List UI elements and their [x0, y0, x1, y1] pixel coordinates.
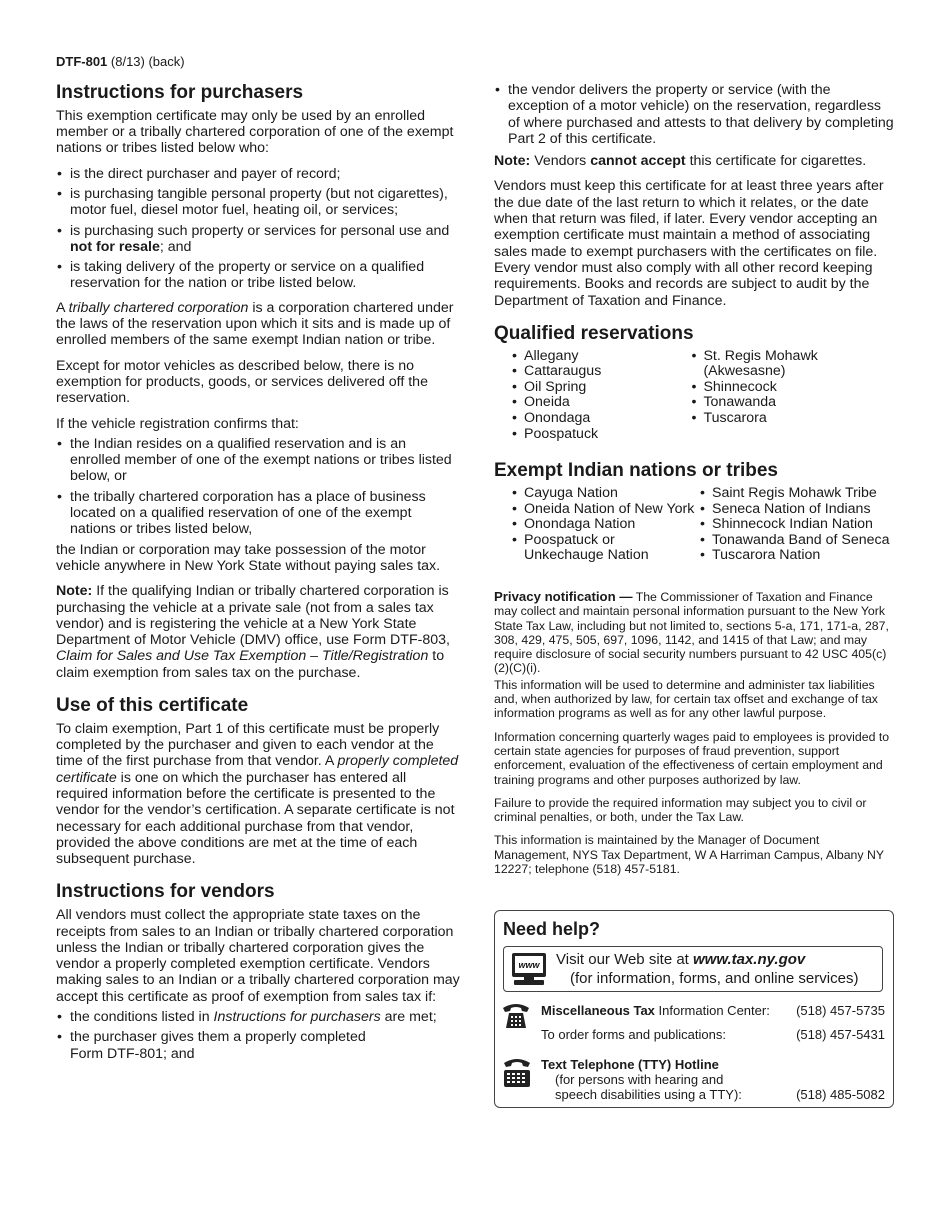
privacy-notification: [494, 590, 894, 876]
record-keeping-paragraph: Vendors must keep this certificate for at least three years after the due date of the last return to which it relates, or the date when that return was filed, if later. Every vendor accepting an exemption certificate must maintain a method of associating sales made to exempt purchasers with the certificates on file. Every vendor must also comply with all other record keeping requirements. Books and records are subject to audit by the Department of Taxation and Finance.: [494, 178, 884, 309]
list-item: • the tribally chartered corporation has a place of business located on a qualified reservation of one of the exempt nations or tribes listed below,: [56, 489, 460, 538]
list-item: • Saint Regis Mohawk Tribe: [698, 486, 889, 502]
tribes-list: [510, 486, 894, 564]
tty-title: Text Telephone (TTY) Hotline: [541, 1057, 719, 1072]
vendors-intro: All vendors must collect the appropriate state taxes on the receipts from sales to an Indian or tribally chartered corporation unless the Indian or tribally chartered corporation gives the vendor a properly completed exemption certificate. Vendors making sales to an Indian or a tribally chartered corporation may accept this certificate as proof of exemption from sales tax if:: [56, 907, 460, 1005]
privacy-label: Privacy notification —: [494, 588, 633, 604]
purchasers-intro: This exemption certificate may only be used by an enrolled member or a tribally chartered corporation of one of the exempt nations or tribes listed below who:: [56, 107, 454, 157]
cigarette-note: Note: Vendors cannot accept this certificate for cigarettes.: [494, 153, 867, 170]
website-line: Visit our Web site at www.tax.ny.gov: [556, 951, 806, 968]
privacy-paragraph: Failure to provide the required information may subject you to civil or criminal penalties, or both, under the Tax Law.: [494, 795, 867, 825]
tty-line-2: speech disabilities using a TTY):: [555, 1087, 742, 1102]
list-item: • Onondaga Nation: [510, 517, 698, 533]
reservations-heading: Qualified reservations: [494, 322, 694, 344]
tribes-column-2: [698, 486, 889, 564]
privacy-paragraph: This information will be used to determine and administer tax liabilities and, when authorized by law, for certain tax offset and exchange of tax information programs as well as for any other lawful purpose.: [494, 677, 878, 721]
form-revision: (8/13) (back): [107, 54, 185, 69]
list-item: • Oil Spring: [510, 380, 689, 396]
purchaser-conditions-list: [56, 166, 460, 292]
list-item: • Poospatuck: [510, 427, 689, 443]
left-column: [56, 82, 460, 1070]
reservations-column-1: [510, 349, 689, 443]
exception-paragraph: Except for motor vehicles as described below, there is no exemption for products, goods, or services delivered off the reservation.: [56, 357, 428, 407]
list-item: • the conditions listed in Instructions for purchasers are met;: [56, 1009, 460, 1025]
list-item: • Seneca Nation of Indians: [698, 502, 889, 518]
tty-phone: (518) 485-5082: [796, 1087, 885, 1102]
form-code: DTF-801: [56, 54, 108, 69]
forms-phone: (518) 457-5431: [796, 1027, 885, 1042]
list-item: • Tuscarora Nation: [698, 548, 889, 564]
tty-line-1: (for persons with hearing and: [555, 1072, 724, 1087]
reservations-column-2: [689, 349, 894, 443]
list-item: • Shinnecock Indian Nation: [698, 517, 889, 533]
form-id: [56, 54, 185, 69]
list-item: • is purchasing tangible personal property (but not cigarettes), motor fuel, diesel motor fuel, heating oil, or services;: [56, 186, 460, 219]
list-item: • St. Regis Mohawk (Akwesasne): [689, 349, 894, 380]
vendor-conditions-list-cont: [494, 82, 894, 147]
website-box: [503, 946, 883, 992]
misc-tax-phone: (518) 457-5735: [796, 1003, 885, 1018]
tribes-heading: Exempt Indian nations or tribes: [494, 460, 778, 482]
list-item: • Tuscarora: [689, 411, 894, 427]
corporation-definition: A tribally chartered corporation is a corporation chartered under the laws of the reservation upon which it sits and is made up of enrolled members of the same exempt Indian nation or tribe.: [56, 299, 454, 349]
privacy-paragraph: This information is maintained by the Manager of Document Management, NYS Tax Department, W A Harriman Campus, Albany NY 12227; telephone (518) 457-5181.: [494, 833, 884, 877]
list-item: • Poospatuck or Unkechauge Nation: [510, 533, 698, 564]
use-certificate-text: To claim exemption, Part 1 of this certificate must be properly completed by the purchaser and given to each vendor at the time of the first purchase from that vendor. A properly completed certificate is one on which the purchaser has entered all required information before the certificate is presented to the vendor for the vendor’s certification. A separate certificate is not necessary for each additional purchase from that vendor, provided the above conditions are met at the time of each subsequent purchase.: [56, 720, 459, 868]
list-item: • the Indian resides on a qualified reservation and is an enrolled member of one of the exempt nations or tribes listed below, or: [56, 436, 460, 485]
telephone-icon: [501, 1002, 531, 1030]
list-item: • Onondaga: [510, 411, 689, 427]
vendors-heading: Instructions for vendors: [56, 881, 275, 903]
computer-icon: [510, 952, 548, 986]
website-link[interactable]: www.tax.ny.gov: [693, 951, 806, 968]
list-item: • the vendor delivers the property or service (with the exception of a motor vehicle) on the reservation, regardless of where purchased and attests to that delivery by completing Part 2 of this certificate.: [494, 82, 894, 147]
list-item: • is taking delivery of the property or service on a qualified reservation for the nation or tribe listed below.: [56, 259, 460, 292]
use-certificate-heading: Use of this certificate: [56, 695, 249, 716]
privacy-text: The Commissioner of Taxation and Finance may collect and maintain personal information pursuant to the New York State Tax Law, including but not limited to, sections 5-a, 171, 171-a, 287, 308, 429, 475, 505, 697, 1096, 1142, and 1415 of that Law; and may require disclosure of social security numbers pursuant to 42 USC 405(c)(2)(C)(i).: [494, 589, 889, 676]
list-item: • Oneida: [510, 395, 689, 411]
forms-label: To order forms and publications:: [541, 1027, 726, 1042]
list-item: • Tonawanda Band of Seneca: [698, 533, 889, 549]
list-item: • Tonawanda: [689, 395, 894, 411]
list-item: • Oneida Nation of New York: [510, 502, 698, 518]
list-item: • Shinnecock: [689, 380, 894, 396]
tty-icon: [501, 1057, 533, 1089]
need-help-heading: Need help?: [503, 919, 601, 939]
vehicle-intro: If the vehicle registration confirms that:: [56, 415, 299, 432]
vehicle-tail: the Indian or corporation may take possession of the motor vehicle anywhere in New York State without paying sales tax.: [56, 541, 441, 574]
www-label: www: [518, 960, 540, 970]
vehicle-note: Note: If the qualifying Indian or tribally chartered corporation is purchasing the vehicle at a private sale (not from a sales tax vendor) and is registering the vehicle at a New York State Department of Motor Vehicle (DMV) office, use Form DTF-803, Claim for Sales and Use Tax Exemption – Title/Registration to claim exemption from sales tax on the purchase.: [56, 583, 450, 681]
list-item: • Cayuga Nation: [510, 486, 698, 502]
vehicle-conditions-list: [56, 436, 460, 538]
list-item: • Allegany: [510, 349, 689, 365]
website-subtext: (for information, forms, and online services): [570, 970, 859, 987]
list-item: • is the direct purchaser and payer of record;: [56, 166, 460, 182]
list-item: • is purchasing such property or services for personal use and not for resale; and: [56, 223, 460, 256]
misc-tax-label: Miscellaneous Tax Information Center:: [541, 1003, 770, 1018]
vendor-conditions-list: [56, 1009, 460, 1062]
right-column: [494, 82, 894, 885]
list-item: • Cattaraugus: [510, 364, 689, 380]
need-help-box: [494, 910, 894, 1108]
list-item: • the purchaser gives them a properly completed Form DTF-801; and: [56, 1029, 460, 1062]
tribes-column-1: [510, 486, 698, 564]
privacy-paragraph: Information concerning quarterly wages paid to employees is provided to certain state agencies for purposes of fraud prevention, support enforcement, evaluation of the effectiveness of certain employment and training programs and other purposes authorized by law.: [494, 729, 890, 787]
reservations-list: [510, 349, 894, 443]
purchasers-heading: Instructions for purchasers: [56, 82, 304, 103]
